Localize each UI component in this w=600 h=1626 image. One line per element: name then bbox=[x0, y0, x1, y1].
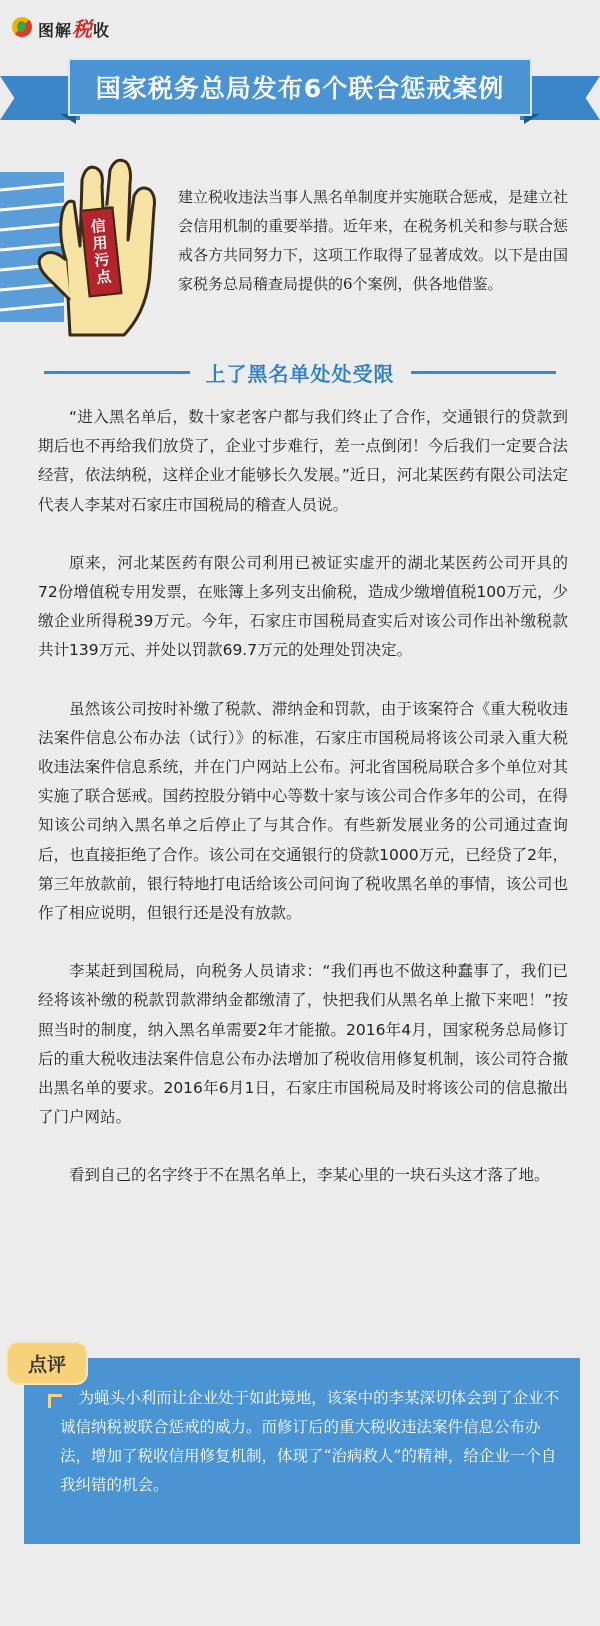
section-heading bbox=[44, 358, 556, 386]
article-paragraph: 原来，河北某医药有限公司利用已被证实虚开的湖北某医药公司开具的72份增值税专用发票，在账簿上多列支出偷税，造成少缴增值税100万元，少缴企业所得税39万元。今年，石家庄市国税局查实后对该公司作出补缴税款共计139万元、并处以罚款69.7万元的处理处罚决定。 bbox=[38, 553, 568, 660]
review-text: 为蝇头小利而让企业处于如此境地，该案中的李某深切体会到了企业不诚信纳税被联合惩戒的威力。而修订后的重大税收违法案件信息公布办法，增加了税收信用修复机制，体现了“治病救人”的精神，给企业一个自我纠错的机会。 bbox=[60, 1389, 560, 1494]
review-label: 点评 bbox=[27, 1353, 66, 1376]
banner-ribbon-right bbox=[520, 76, 600, 120]
logo-mark-icon bbox=[12, 17, 32, 37]
article-paragraph: 看到自己的名字终于不在黑名单上，李某心里的一块石头这才落了地。 bbox=[69, 1166, 550, 1185]
article-body bbox=[38, 403, 568, 1220]
logo-text bbox=[38, 13, 110, 42]
section-title: 上了黑名单处处受限 bbox=[205, 361, 395, 386]
logo-text-tail: 收 bbox=[93, 20, 111, 40]
quote-corner-icon bbox=[48, 1394, 62, 1408]
logo bbox=[12, 14, 110, 40]
logo-text-accent: 税 bbox=[72, 16, 94, 41]
section-divider-right bbox=[411, 371, 557, 374]
title-banner bbox=[0, 58, 600, 138]
article-paragraph: 李某赶到国税局，向税务人员请求：“我们再也不做这种蠢事了，我们已经将该补缴的税款罚款滞纳金都缴清了，快把我们从黑名单上撤下来吧！”按照当时的制度，纳入黑名单需要2年才能撤。2016年4月，国家税务总局修订后的重大税收违法案件信息公布办法增加了税收信用修复机制，该公司符合撤出黑名单的要求。2016年6月1日，石家庄市国税局及时将该公司的信息撤出了门户网站。 bbox=[38, 962, 568, 1127]
page-title: 国家税务总局发布6个联合惩戒案例 bbox=[95, 74, 505, 103]
stop-hand-illustration bbox=[0, 150, 170, 350]
article-paragraph: 虽然该公司按时补缴了税款、滞纳金和罚款，由于该案符合《重大税收违法案件信息公布办法（试行）》的标准，石家庄市国税局将该公司录入重大税收违法案件信息系统，并在门户网站上公布。河北省国税局联合多个单位对其实施了联合惩戒。国药控股分销中心等数十家与该公司合作多年的公司，在得知该公司纳入黑名单之后停止了与其合作。有些新发展业务的公司通过查询后，也直接拒绝了合作。该公司在交通银行的贷款1000万元，已经贷了2年，第三年放款前，银行特地打电话给该公司问询了税收黑名单的事情，该公司也作了相应说明，但银行还是没有放款。 bbox=[38, 699, 568, 923]
section-divider-left bbox=[44, 371, 190, 374]
review-tag bbox=[6, 1341, 88, 1385]
banner-panel bbox=[68, 58, 532, 116]
logo-text-plain: 图解 bbox=[38, 20, 73, 40]
intro-paragraph: 建立税收违法当事人黑名单制度并实施联合惩戒，是建立社会信用机制的重要举措。近年来，在税务机关和参与联合惩戒各方共同努力下，这项工作取得了显著成效。以下是由国家税务总局稽查局提供的6个案例，供各地借鉴。 bbox=[178, 188, 569, 293]
badge-text: 信用污点 bbox=[87, 217, 114, 287]
article-paragraph: “进入黑名单后，数十家老客户都与我们终止了合作，交通银行的贷款到期后也不再给我们放贷了，企业寸步难行，差一点倒闭！今后我们一定要合法经营，依法纳税，这样企业才能够长久发展。”近日，河北某医药有限公司法定代表人李某对石家庄市国税局的稽查人员说。 bbox=[38, 408, 568, 514]
